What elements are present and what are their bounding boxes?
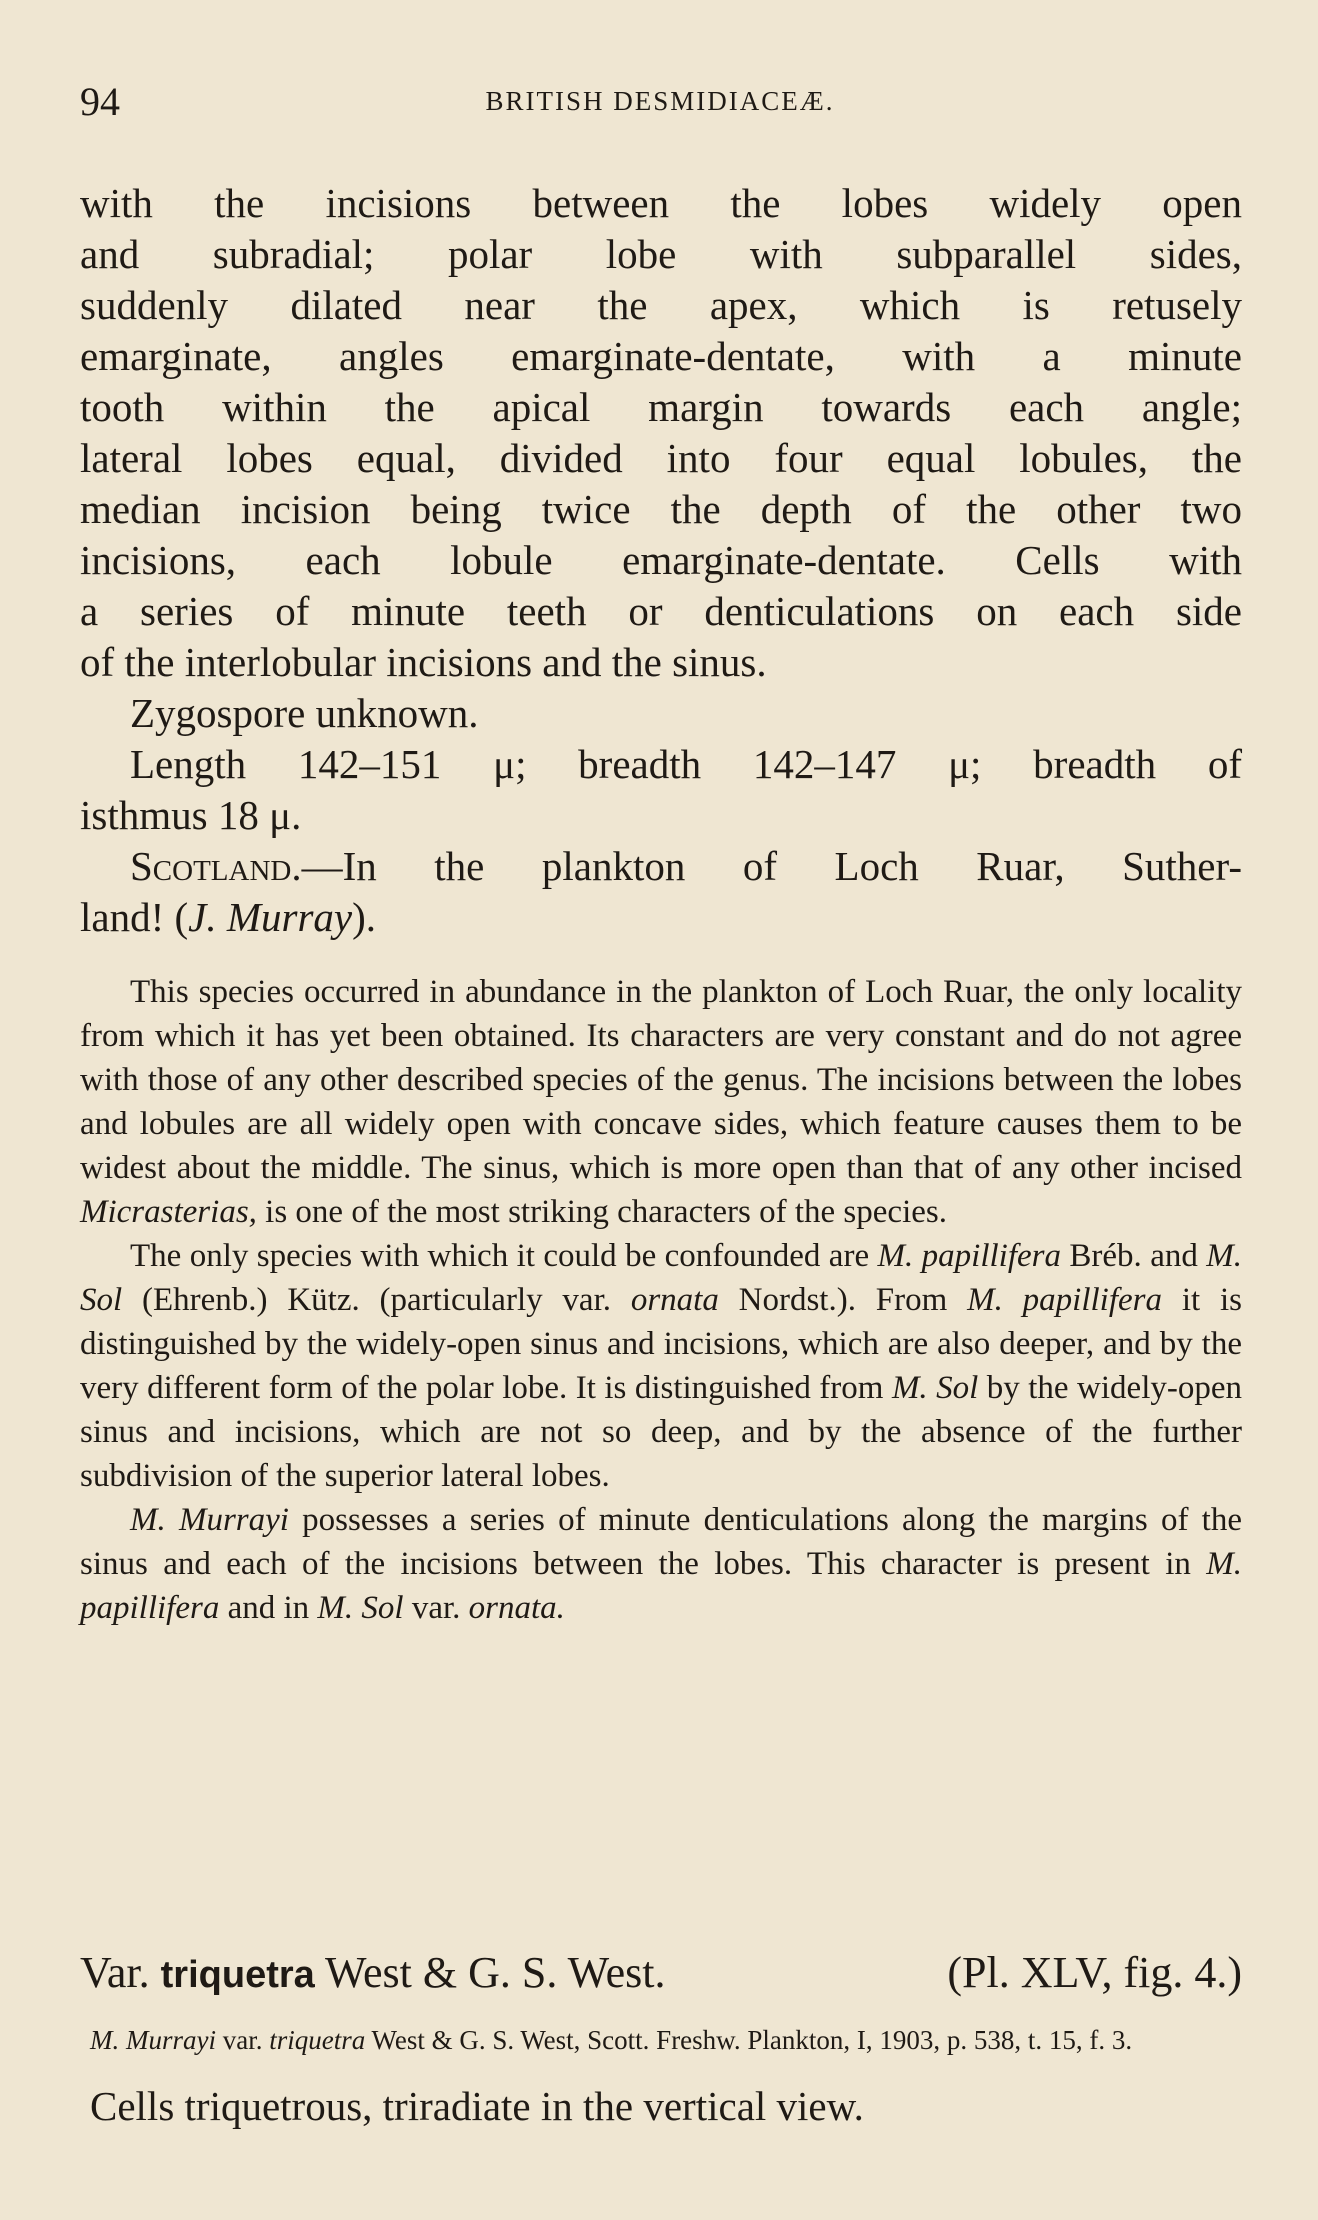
variety-authority: West & G. S. West. xyxy=(325,1948,666,1997)
note-text: possesses a series of minute denticulations along the margins of the sinus and each of the incisions between the lobes. This character is present in xyxy=(80,1502,1242,1582)
page-header xyxy=(80,78,1240,128)
note-text: Nordst.). From xyxy=(718,1282,968,1318)
description-line: and subradial; polar lobe with subparallel sides, xyxy=(80,231,1242,277)
species-name: M. Murrayi xyxy=(130,1502,289,1538)
description-line: with the incisions between the lobes widely open xyxy=(80,180,1242,226)
variety-prefix: Var. xyxy=(80,1948,150,1997)
description-line: suddenly dilated near the apex, which is retusely xyxy=(80,282,1242,328)
description-line: incisions, each lobule emarginate-dentate. Cells with xyxy=(80,537,1242,583)
ref-variety: triquetra xyxy=(269,2025,366,2055)
dimensions-line: Length 142–151 μ; breadth 142–147 μ; breadth of xyxy=(130,741,1242,787)
locality-text: .—In the plankton of Loch Ruar, Suther- xyxy=(291,843,1242,889)
note-paragraph xyxy=(80,1498,1242,1630)
literature-reference xyxy=(80,2021,1242,2059)
ref-species: M. Murrayi xyxy=(90,2025,216,2055)
zygospore-note: Zygospore unknown. xyxy=(130,690,479,736)
note-text: This species occurred in abundance in the plankton of Loch Ruar, the only locality from which it has yet been obtained. Its characters are very constant and do not agree with those of any other described species of the genus. The incisions between the lobes and lobules are all widely open with concave sides, which feature causes them to be widest about the middle. The sinus, which is more open than that of any other incised xyxy=(80,974,1242,1186)
note-text: and in xyxy=(219,1590,318,1626)
note-text: is one of the most striking characters of the species. xyxy=(256,1194,947,1230)
description-line: of the interlobular incisions and the sinus. xyxy=(80,639,767,685)
locality-line xyxy=(80,892,1242,943)
species-name: M. papillifera xyxy=(877,1238,1061,1274)
note-paragraph xyxy=(80,970,1242,1234)
note-text: The only species with which it could be confounded are xyxy=(130,1238,878,1274)
variety-name: ornata xyxy=(630,1282,719,1318)
species-name: M. Sol xyxy=(317,1590,404,1626)
ref-text: var. xyxy=(215,2025,270,2055)
variety-heading xyxy=(80,1945,1242,2003)
species-name: M. papillifera xyxy=(967,1282,1162,1318)
page-number: 94 xyxy=(80,79,120,124)
locality-text-3: ). xyxy=(352,894,377,940)
dimensions-line: isthmus 18 μ. xyxy=(80,792,302,838)
collector-name: J. Murray xyxy=(188,894,353,940)
note-text: var. xyxy=(403,1590,469,1626)
variety-title xyxy=(80,1945,665,2003)
variety-description: Cells triquetrous, triradiate in the vertical view. xyxy=(90,2083,864,2129)
species-name: M. papillifera xyxy=(80,1546,1242,1626)
locality-text-2: land! ( xyxy=(80,894,189,940)
ref-text: West & G. S. West, Scott. Freshw. Plankton, I, 1903, p. 538, t. 15, f. 3. xyxy=(365,2025,1133,2055)
description-line: emarginate, angles emarginate-dentate, with a minute xyxy=(80,333,1242,379)
plate-reference: (Pl. XLV, fig. 4.) xyxy=(947,1948,1242,1997)
description-line: tooth within the apical margin towards each angle; xyxy=(80,384,1242,430)
variety-section xyxy=(80,1945,1242,2132)
locality-region: Scotland xyxy=(130,843,292,889)
note-text: it is distinguished by the widely-open sinus and incisions, which are also deeper, and by the very different form of the polar lobe. It is distinguished from xyxy=(80,1282,1242,1406)
variety-name: ornata. xyxy=(468,1590,565,1626)
species-name: M. Sol xyxy=(891,1370,979,1406)
note-paragraph xyxy=(80,1234,1242,1498)
locality-line xyxy=(80,841,1242,892)
description-line: a series of minute teeth or denticulations on each side xyxy=(80,588,1242,634)
note-text: Bréb. and xyxy=(1060,1238,1207,1274)
species-description xyxy=(80,178,1242,943)
variety-name: triquetra xyxy=(160,1954,315,1996)
description-line: median incision being twice the depth of the other two xyxy=(80,486,1242,532)
genus-name: Micrasterias, xyxy=(80,1194,257,1230)
note-text: (Ehrenb.) Kütz. (particularly var. xyxy=(122,1282,631,1318)
description-line: lateral lobes equal, divided into four equal lobules, the xyxy=(80,435,1242,481)
running-head: BRITISH DESMIDIACEÆ. xyxy=(485,86,835,116)
discussion-notes xyxy=(80,970,1242,1630)
species-name: M. Sol xyxy=(80,1238,1242,1318)
note-text: by the widely-open sinus and incisions, which are not so deep, and by the absence of the further subdivision of the superior lateral lobes. xyxy=(80,1370,1242,1494)
